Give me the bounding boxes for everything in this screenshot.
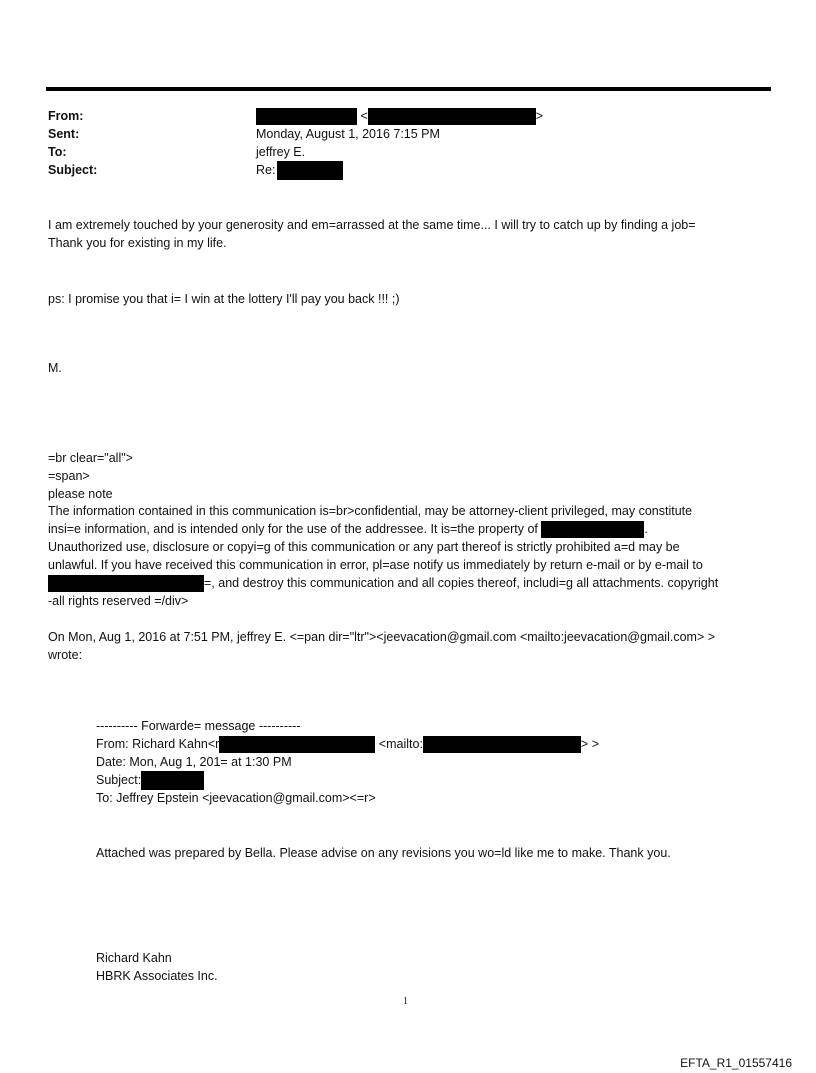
header-rule — [46, 87, 771, 91]
disclaimer-text: insi=e information, and is intended only for the use of the addressee. It is=the property of — [48, 522, 538, 536]
forwarded-subject-label: Subject: — [96, 773, 142, 787]
forwarded-from-end: > > — [580, 737, 599, 751]
redaction-box — [219, 736, 375, 753]
forwarded-to: To: Jeffrey Epstein <jeevacation@gmail.com><=r> — [96, 791, 376, 805]
disclaimer-line: The information contained in this communication is=br>confidential, may be attorney-client privileged, may constitute — [48, 504, 693, 518]
forwarded-message: Attached was prepared by Bella. Please advise on any revisions you wo=ld like me to make. Thank you. — [96, 846, 671, 860]
disclaimer-line — [48, 574, 718, 592]
disclaimer-line: =br clear="all"> — [48, 451, 133, 465]
from-label: From: — [48, 109, 84, 123]
redaction-box — [277, 161, 343, 180]
from-lt: < — [360, 109, 368, 123]
forwarded-from-prefix: From: Richard Kahn<r — [96, 737, 220, 751]
body-ps: ps: I promise you that i= I win at the lottery I'll pay you back !!! ;) — [48, 292, 400, 306]
to-label: To: — [48, 145, 67, 159]
subject-value — [256, 161, 343, 180]
forwarded-subject — [96, 771, 204, 790]
subject-prefix: Re: — [256, 163, 276, 177]
body-line-2: Thank you for existing in my life. — [48, 236, 227, 250]
redaction-box — [256, 108, 357, 125]
sent-label: Sent: — [48, 127, 80, 141]
disclaimer-line — [48, 520, 648, 538]
body-signoff: M. — [48, 361, 62, 375]
disclaimer-line: Unauthorized use, disclosure or copyi=g of this communication or any part thereof is strictly prohibited a=d may be — [48, 540, 680, 554]
subject-label: Subject: — [48, 163, 98, 177]
redaction-box — [541, 521, 644, 538]
disclaimer-line: -all rights reserved =/div> — [48, 594, 189, 608]
quote-header-line-1: On Mon, Aug 1, 2016 at 7:51 PM, jeffrey E. <=pan dir="ltr"><jeevacation@gmail.com <mailto:jeevacation@gmail.com> > — [48, 630, 716, 644]
forwarded-date: Date: Mon, Aug 1, 201= at 1:30 PM — [96, 755, 292, 769]
disclaimer-line: unlawful. If you have received this communication in error, pl=ase notify us immediately by return e-mail or by e-mail to — [48, 558, 703, 572]
page-number: 1 — [403, 996, 408, 1007]
disclaimer-period: . — [644, 522, 648, 536]
from-value — [256, 107, 543, 125]
disclaimer-text: =, and destroy this communication and all copies thereof, includi=g all attachments. copyright — [204, 576, 719, 590]
forwarded-from — [96, 735, 599, 753]
signature-company: HBRK Associates Inc. — [96, 969, 218, 983]
from-gt: > — [535, 109, 544, 123]
disclaimer-line: =span> — [48, 469, 90, 483]
disclaimer-line: please note — [48, 487, 113, 501]
body-line-1: I am extremely touched by your generosity and em=arrassed at the same time... I will try to catch up by finding a job= — [48, 218, 696, 232]
redaction-box — [368, 108, 536, 125]
redaction-box — [141, 771, 204, 790]
document-id: EFTA_R1_01557416 — [680, 1056, 792, 1070]
sent-value: Monday, August 1, 2016 7:15 PM — [256, 127, 440, 141]
quote-header-line-2: wrote: — [48, 648, 83, 662]
redaction-box — [423, 736, 581, 753]
signature-name: Richard Kahn — [96, 951, 172, 965]
redaction-box — [48, 575, 204, 592]
forwarded-mailto: <mailto: — [378, 737, 423, 751]
forwarded-title: ---------- Forwarde= message ---------- — [96, 719, 301, 733]
to-value: jeffrey E. — [256, 145, 306, 159]
